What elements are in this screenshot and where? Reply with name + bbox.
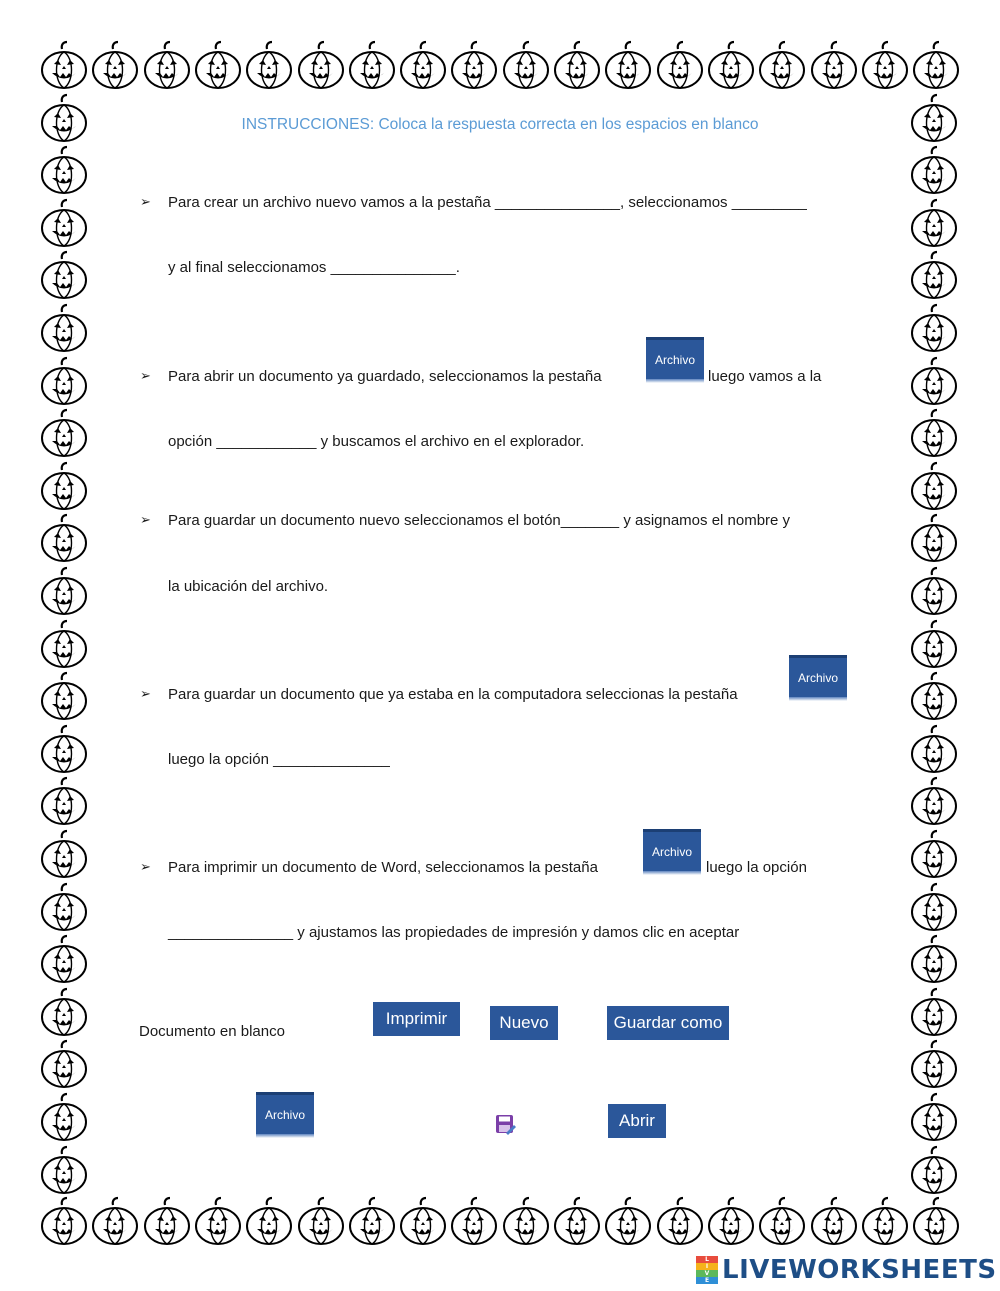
pumpkin-icon: [38, 619, 90, 671]
pumpkin-icon: [500, 40, 552, 92]
question-3-line-1: Para guardar un documento nuevo seleccionamos el botón_______ y asignamos el nombre y: [168, 512, 791, 529]
pumpkin-icon: [908, 356, 960, 408]
question-4-line-2: luego la opción ______________: [168, 751, 390, 768]
arrow-bullet-icon: ➢: [140, 512, 151, 527]
pumpkin-icon: [448, 40, 500, 92]
pumpkin-icon: [38, 724, 90, 776]
question-4-line-1: Para guardar un documento que ya estaba en la computadora seleccionas la pestaña: [168, 686, 738, 703]
pumpkin-icon: [38, 987, 90, 1039]
pumpkin-icon: [908, 461, 960, 513]
pumpkin-icon: [910, 40, 962, 92]
option-abrir-button[interactable]: Abrir: [608, 1104, 666, 1138]
pumpkin-icon: [705, 1196, 757, 1248]
option-archivo-button[interactable]: Archivo: [256, 1092, 314, 1134]
pumpkin-icon: [908, 198, 960, 250]
pumpkin-icon: [38, 356, 90, 408]
archivo-tab-image: Archivo: [646, 337, 704, 379]
pumpkin-icon: [551, 40, 603, 92]
liveworksheets-logo: [696, 1254, 997, 1286]
brand-name: LIVEWORKSHEETS: [722, 1255, 997, 1285]
option-documento-en-blanco[interactable]: Documento en blanco: [139, 1023, 285, 1040]
pumpkin-icon: [397, 40, 449, 92]
question-5-line-2: _______________ y ajustamos las propiedades de impresión y damos clic en aceptar: [168, 924, 740, 941]
pumpkin-icon: [89, 1196, 141, 1248]
pumpkin-icon: [908, 619, 960, 671]
pumpkin-icon: [756, 40, 808, 92]
pumpkin-icon: [908, 934, 960, 986]
pumpkin-icon: [295, 40, 347, 92]
pumpkin-icon: [908, 776, 960, 828]
pumpkin-icon: [908, 987, 960, 1039]
pumpkin-icon: [756, 1196, 808, 1248]
pumpkin-icon: [38, 145, 90, 197]
archivo-tab-image: Archivo: [643, 829, 701, 871]
pumpkin-icon: [38, 408, 90, 460]
pumpkin-icon: [38, 250, 90, 302]
pumpkin-icon: [908, 882, 960, 934]
pumpkin-icon: [908, 566, 960, 618]
question-1-line-2: y al final seleccionamos _______________.: [168, 259, 460, 276]
question-1-line-1: Para crear un archivo nuevo vamos a la pestaña _______________, seleccionamos _________: [168, 194, 807, 211]
pumpkin-icon: [192, 1196, 244, 1248]
pumpkin-icon: [908, 829, 960, 881]
pumpkin-icon: [908, 1145, 960, 1197]
pumpkin-icon: [38, 303, 90, 355]
pumpkin-icon: [908, 93, 960, 145]
option-imprimir-button[interactable]: Imprimir: [373, 1002, 460, 1036]
question-5-line-1b: luego la opción: [706, 859, 807, 876]
pumpkin-icon: [192, 40, 244, 92]
pumpkin-icon: [38, 671, 90, 723]
pumpkin-icon: [448, 1196, 500, 1248]
question-2-line-1b: luego vamos a la: [708, 368, 822, 385]
pumpkin-icon: [38, 198, 90, 250]
question-2-line-2: opción ____________ y buscamos el archivo en el explorador.: [168, 433, 585, 450]
pumpkin-icon: [859, 1196, 911, 1248]
pumpkin-icon: [38, 934, 90, 986]
pumpkin-icon: [295, 1196, 347, 1248]
pumpkin-icon: [38, 776, 90, 828]
pumpkin-icon: [908, 513, 960, 565]
instructions-title: INSTRUCCIONES: Coloca la respuesta correcta en los espacios en blanco: [241, 116, 759, 133]
question-5-line-1a: Para imprimir un documento de Word, seleccionamos la pestaña: [168, 859, 598, 876]
arrow-bullet-icon: ➢: [140, 194, 151, 209]
pumpkin-icon: [38, 829, 90, 881]
pumpkin-icon: [38, 1092, 90, 1144]
pumpkin-icon: [654, 1196, 706, 1248]
pumpkin-icon: [89, 40, 141, 92]
pumpkin-icon: [38, 461, 90, 513]
pumpkin-icon: [908, 250, 960, 302]
pumpkin-icon: [551, 1196, 603, 1248]
arrow-bullet-icon: ➢: [140, 368, 151, 383]
pumpkin-icon: [500, 1196, 552, 1248]
pumpkin-icon: [346, 40, 398, 92]
pumpkin-icon: [38, 93, 90, 145]
pumpkin-icon: [654, 40, 706, 92]
pumpkin-icon: [859, 40, 911, 92]
pumpkin-icon: [908, 1092, 960, 1144]
pumpkin-icon: [602, 1196, 654, 1248]
pumpkin-icon: [243, 1196, 295, 1248]
question-3-line-2: la ubicación del archivo.: [168, 578, 329, 595]
pumpkin-icon: [397, 1196, 449, 1248]
pumpkin-icon: [38, 882, 90, 934]
pumpkin-icon: [602, 40, 654, 92]
archivo-tab-image: Archivo: [789, 655, 847, 697]
pumpkin-icon: [705, 40, 757, 92]
pumpkin-icon: [38, 1039, 90, 1091]
pumpkin-icon: [908, 303, 960, 355]
pumpkin-icon: [38, 513, 90, 565]
pumpkin-icon: [38, 1196, 90, 1248]
pumpkin-icon: [346, 1196, 398, 1248]
brand-badge: L I V E: [696, 1256, 718, 1284]
save-icon[interactable]: [494, 1113, 516, 1135]
pumpkin-icon: [908, 145, 960, 197]
pumpkin-icon: [908, 408, 960, 460]
pumpkin-icon: [808, 1196, 860, 1248]
pumpkin-icon: [38, 566, 90, 618]
pumpkin-icon: [38, 40, 90, 92]
pumpkin-icon: [910, 1196, 962, 1248]
pumpkin-icon: [141, 1196, 193, 1248]
pumpkin-icon: [38, 1145, 90, 1197]
arrow-bullet-icon: ➢: [140, 686, 151, 701]
pumpkin-icon: [908, 671, 960, 723]
pumpkin-icon: [908, 724, 960, 776]
pumpkin-icon: [141, 40, 193, 92]
pumpkin-icon: [908, 1039, 960, 1091]
pumpkin-icon: [243, 40, 295, 92]
question-2-line-1a: Para abrir un documento ya guardado, seleccionamos la pestaña: [168, 368, 602, 385]
option-guardar-como-button[interactable]: Guardar como: [607, 1006, 729, 1040]
pumpkin-icon: [808, 40, 860, 92]
arrow-bullet-icon: ➢: [140, 859, 151, 874]
option-nuevo-button[interactable]: Nuevo: [490, 1006, 558, 1040]
